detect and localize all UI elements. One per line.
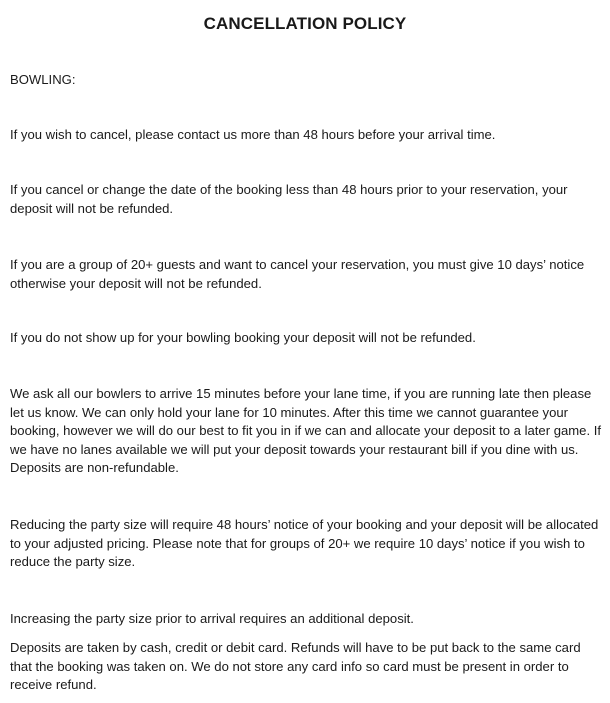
policy-paragraph-no-show: If you do not show up for your bowling booking your deposit will not be refunded. — [10, 330, 476, 345]
section-heading: BOWLING: — [10, 72, 76, 87]
policy-paragraph-group-cancel: If you are a group of 20+ guests and want to cancel your reservation, you must give 10 days’ notice otherwise your deposit will not be refunded. — [10, 257, 585, 291]
policy-paragraph-reduce-party: Reducing the party size will require 48 hours’ notice of your booking and your deposit will be allocated to your adjusted pricing. Please note that for groups of 20+ we require 10 days’ notice if you wish to reduce the party size. — [10, 517, 599, 570]
policy-paragraph-deposit-refunds: Deposits are taken by cash, credit or debit card. Refunds will have to be put back to the same card that the booking was taken on. We do not store any card info so card must be present in order to receive refund. — [10, 640, 581, 693]
policy-paragraph-late-arrival: We ask all our bowlers to arrive 15 minutes before your lane time, if you are running late then please let us know. We can only hold your lane for 10 minutes. After this time we cannot guarantee your booking, however we will do our best to fit you in if we can and allocate your deposit to a later game. If we have no lanes available we will put your deposit towards your restaurant bill if you dine with us. Deposits are non-refundable. — [10, 386, 602, 476]
policy-paragraph-late-cancel: If you cancel or change the date of the booking less than 48 hours prior to your reservation, your deposit will not be refunded. — [10, 182, 568, 216]
page-title: CANCELLATION POLICY — [203, 14, 407, 33]
policy-paragraph-increase-party: Increasing the party size prior to arrival requires an additional deposit. — [10, 611, 414, 626]
policy-paragraph-advance-cancel: If you wish to cancel, please contact us more than 48 hours before your arrival time. — [10, 127, 496, 142]
